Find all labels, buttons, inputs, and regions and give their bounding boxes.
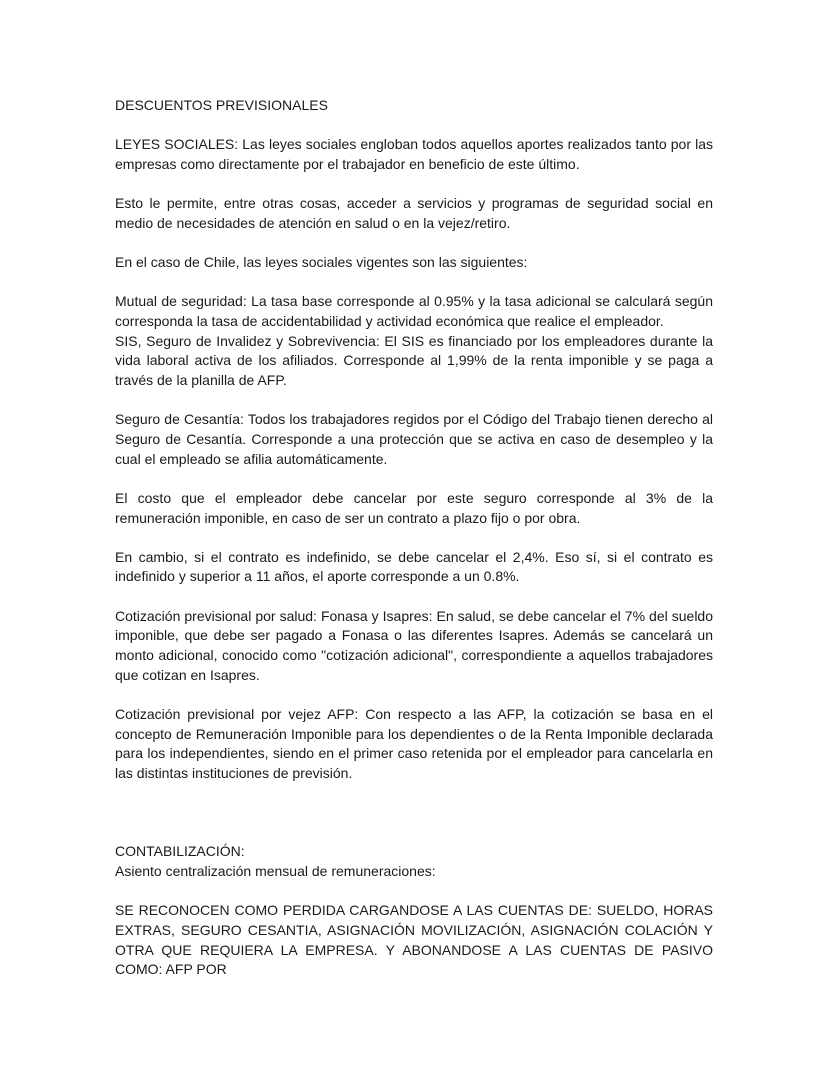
paragraph-mutual: Mutual de seguridad: La tasa base corresponde al 0.95% y la tasa adicional se calculará según corresponda la tasa de accidentabilidad y actividad económica que realice el empleador. xyxy=(115,293,713,329)
section-spacer xyxy=(115,803,713,842)
section-subheading: Asiento centralización mensual de remuneraciones: xyxy=(115,862,436,879)
paragraph-leyes-sociales: LEYES SOCIALES: Las leyes sociales engloban todos aquellos aportes realizados tanto por las empresas como directamente por el trabajador en beneficio de este último. xyxy=(115,136,713,172)
paragraph-afp: Cotización previsional por vejez AFP: Con respecto a las AFP, la cotización se basa en el concepto de Remuneración Imponible para los dependientes o de la Renta Imponible declarada para los independientes, siendo en el primer caso retenida por el empleador para cancelarla en las distintas instituciones de previsión. xyxy=(115,705,713,782)
paragraph-servicios: Esto le permite, entre otras cosas, acceder a servicios y programas de seguridad social en medio de necesidades de atención en salud o en la vejez/retiro. xyxy=(115,195,713,231)
paragraph-costo: El costo que el empleador debe cancelar por este seguro corresponde al 3% de la remuneración imponible, en caso de ser un contrato a plazo fijo o por obra. xyxy=(115,489,713,526)
paragraph-indefinido: En cambio, si el contrato es indefinido, se debe cancelar el 2,4%. Eso sí, si el contrato es indefinido y superior a 11 años, el aporte corresponde a un 0.8%. xyxy=(115,548,713,585)
document-title: DESCUENTOS PREVISIONALES xyxy=(115,97,328,113)
paragraph-sis: SIS, Seguro de Invalidez y Sobrevivencia: El SIS es financiado por los empleadores durante la vida laboral activa de los afiliados. Corresponde al 1,99% de la renta imponible y se paga a través de la planilla de AFP. xyxy=(115,332,713,389)
paragraph-chile: En el caso de Chile, las leyes sociales vigentes son las siguientes: xyxy=(115,254,528,271)
paragraph-seguro-cesantia: Seguro de Cesantía: Todos los trabajadores regidos por el Código del Trabajo tienen derecho al Seguro de Cesantía. Corresponde a una protección que se activa en caso de desempleo y la cual el empleado se afilia automáticamente. xyxy=(115,411,713,467)
paragraph-salud: Cotización previsional por salud: Fonasa y Isapres: En salud, se debe cancelar el 7% del sueldo imponible, que debe ser pagado a Fonasa o las diferentes Isapres. Además se cancelará un monto adicional, conocido como "cotización adicional", correspondiente a aquellos trabajadores que cotizan en Isapres. xyxy=(115,607,713,683)
paragraph-contabilizacion: SE RECONOCEN COMO PERDIDA CARGANDOSE A LAS CUENTAS DE: SUELDO, HORAS EXTRAS, SEGURO CESANTIA, ASIGNACIÓN MOVILIZACIÓN, ASIGNACIÓN COLACIÓN Y OTRA QUE REQUIERA LA EMPRESA. Y ABONANDOSE A LAS CUENTAS DE PASIVO COMO: AFP POR xyxy=(115,902,713,978)
section-heading-contabilizacion: CONTABILIZACIÓN: xyxy=(115,843,245,860)
document-page xyxy=(115,96,713,1000)
